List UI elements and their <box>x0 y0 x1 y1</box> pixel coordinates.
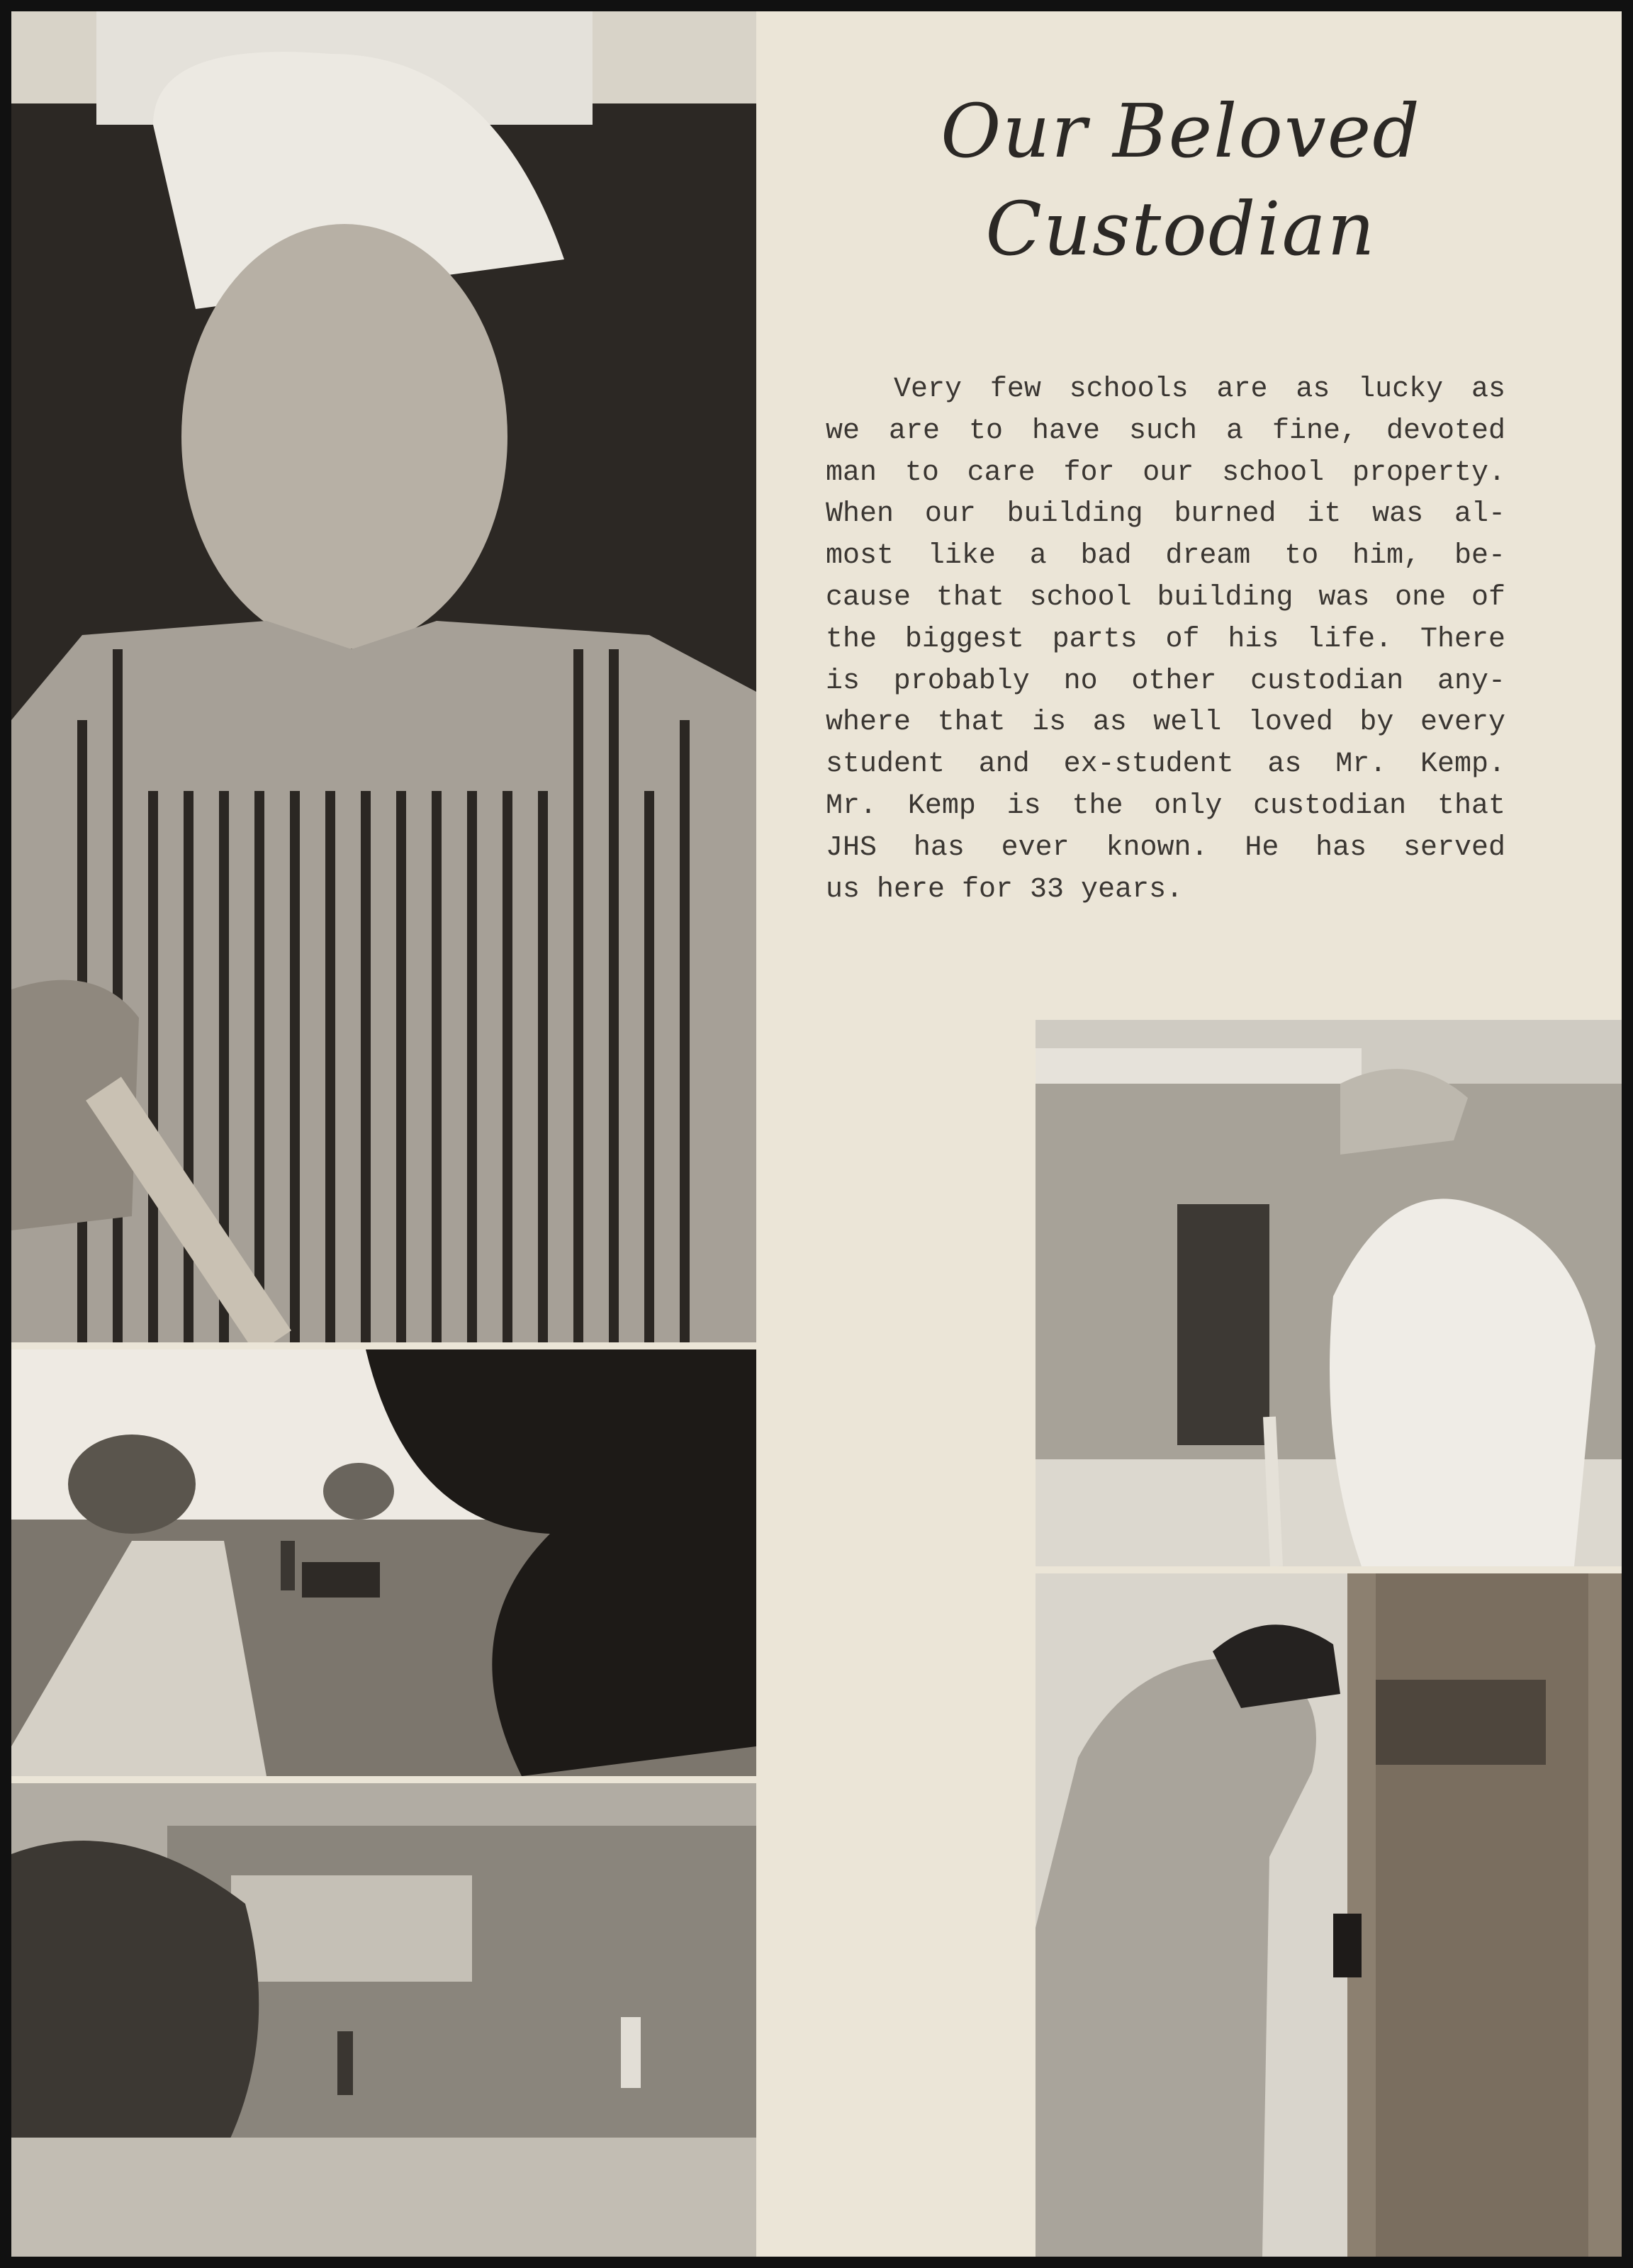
body-line: cause that school building was one of <box>826 581 1505 614</box>
body-line: man to care for our school property. <box>826 456 1505 489</box>
body-line: most like a bad dream to him, be- <box>826 540 1505 573</box>
body-line: JHS has ever known. He has served <box>826 831 1505 864</box>
body-line: When our building burned it was al- <box>826 498 1505 531</box>
body-line: we are to have such a fine, devoted <box>826 415 1505 447</box>
body-line: the biggest parts of his life. There <box>826 623 1505 656</box>
body-line: is probably no other custodian any- <box>826 665 1505 697</box>
photo-custodian-sweeping <box>1036 1020 1622 1566</box>
body-line: student and ex-student as Mr. Kemp. <box>826 748 1505 781</box>
title-line-1: Our Beloved <box>941 88 1421 174</box>
article-body <box>826 369 1505 911</box>
yearbook-page <box>11 11 1622 2257</box>
title-line-2: Custodian <box>985 186 1376 272</box>
body-line: where that is as well loved by every <box>826 707 1505 739</box>
article-title <box>826 82 1535 278</box>
body-line: Mr. Kemp is the only custodian that <box>826 790 1505 822</box>
photo-burning-building <box>11 1783 756 2257</box>
photo-mowing-lawn <box>11 1349 756 1776</box>
photo-custodian-locking-door <box>1036 1573 1622 2257</box>
body-line: Very few schools are as lucky as <box>894 374 1505 405</box>
portrait-photo-custodian <box>11 11 756 1342</box>
body-line: us here for 33 years. <box>826 873 1184 906</box>
